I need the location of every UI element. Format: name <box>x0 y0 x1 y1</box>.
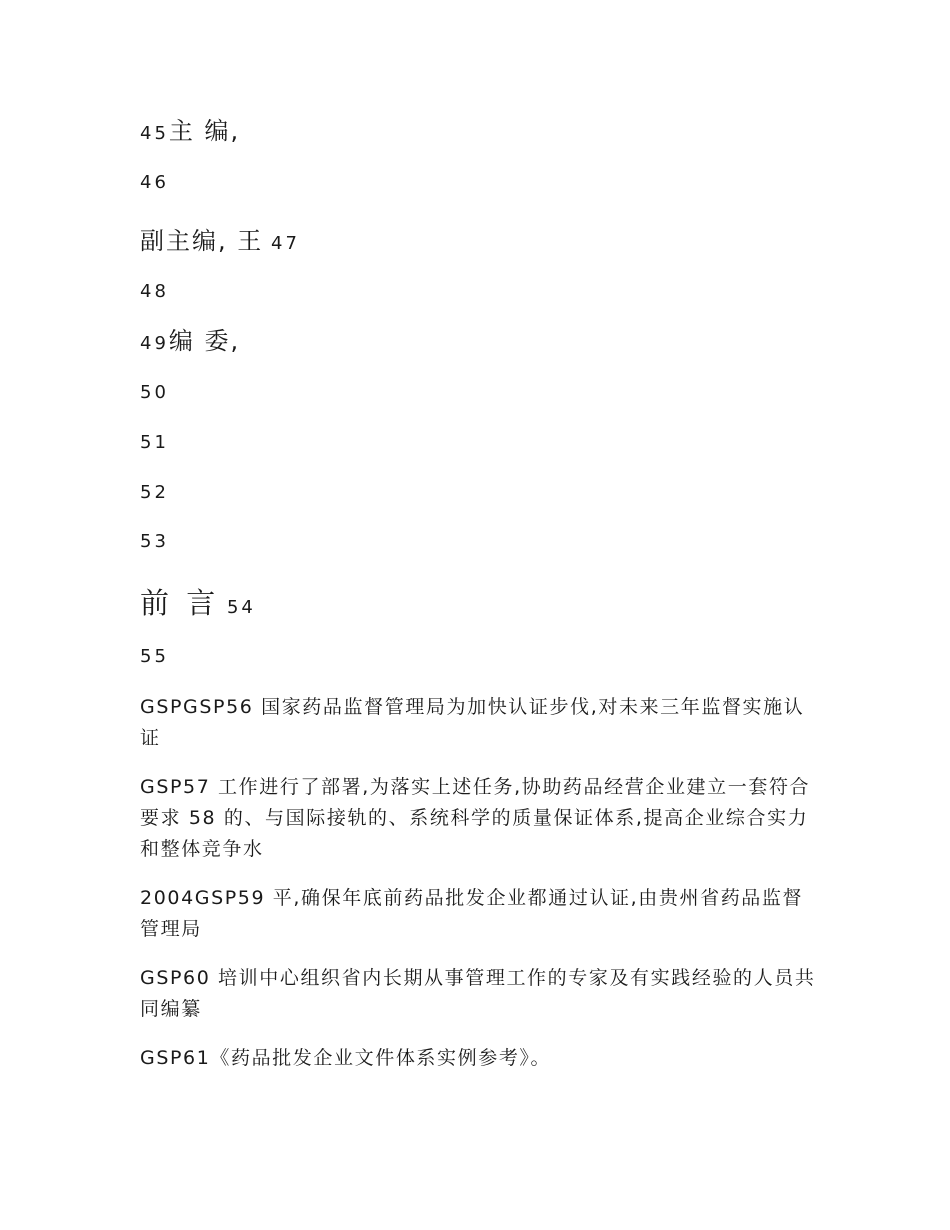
editorial-board-label: 编 委, <box>168 327 241 355</box>
line-number: 46 <box>140 172 169 193</box>
line-number: 52 <box>140 482 169 503</box>
line-46 <box>140 171 820 195</box>
paragraph-3: 2004GSP59 平,确保年底前药品批发企业都通过认证,由贵州省药品监督管理局 <box>140 887 804 940</box>
line-52 <box>140 481 820 505</box>
line-number: 48 <box>140 281 169 302</box>
line-45 <box>140 116 820 146</box>
line-number: 51 <box>140 432 169 453</box>
line-number: 49 <box>140 333 169 354</box>
paragraph-4: GSP60 培训中心组织省内长期从事管理工作的专家及有实践经验的人员共同编纂 <box>140 967 816 1020</box>
line-number: 47 <box>271 233 300 254</box>
paragraph-2: GSP57 工作进行了部署,为落实上述任务,协助药品经营企业建立一套符合要求 58 的、与国际接轨的、系统科学的质量保证体系,提高企业综合实力和整体竞争水 <box>140 776 811 860</box>
paragraph-1: GSPGSP56 国家药品监督管理局为加快认证步伐,对未来三年监督实施认证 <box>140 696 805 749</box>
chief-editor-label: 主 编, <box>168 117 241 145</box>
line-55 <box>140 645 820 669</box>
deputy-editor-label: 副主编, 王 <box>140 227 264 255</box>
line-48 <box>140 280 820 304</box>
paragraph-5: GSP61《药品批发企业文件体系实例参考》。 <box>140 1047 552 1069</box>
line-number: 53 <box>140 531 169 552</box>
line-47 <box>140 226 820 256</box>
line-54 <box>140 585 820 621</box>
preface-heading: 前 言 <box>140 586 220 620</box>
line-51 <box>140 431 820 455</box>
line-number: 50 <box>140 382 169 403</box>
line-49 <box>140 326 820 356</box>
line-number: 45 <box>140 123 169 144</box>
line-50 <box>140 381 820 405</box>
line-number: 54 <box>226 597 256 618</box>
line-53 <box>140 530 820 554</box>
line-number: 55 <box>140 646 169 667</box>
